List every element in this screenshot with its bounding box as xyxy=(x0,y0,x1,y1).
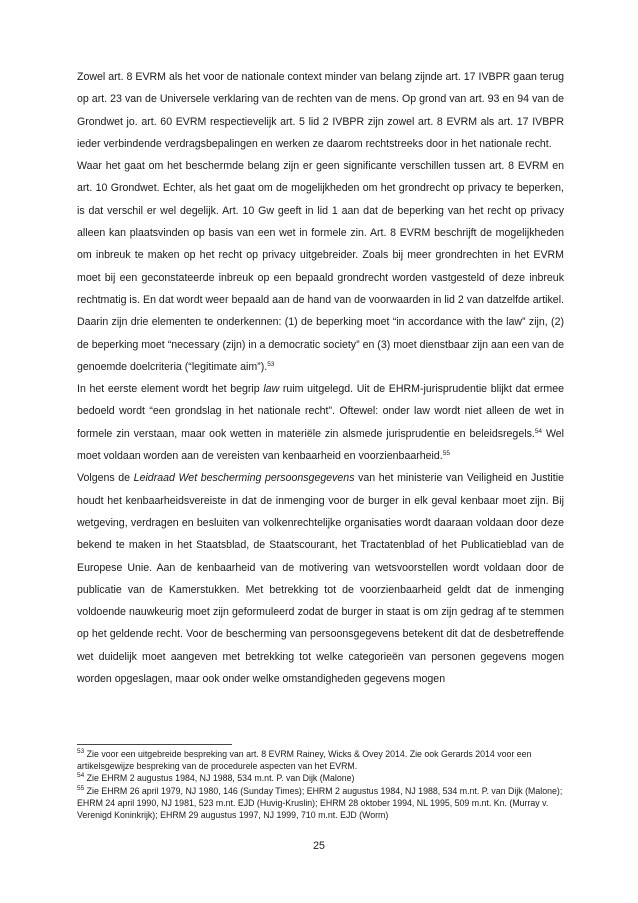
body-text xyxy=(77,66,564,690)
text-run: Zowel art. 8 EVRM als het voor de nationale context minder van belang zijnde art. 17 IVBPR gaan terug op art. 23 van de Universele verklaring van de rechten van de mens. Op grond van art. 93 en 94 van de Grondwet jo. art. 60 EVRM respectievelijk art. 5 lid 2 IVBPR zijn zowel art. 8 EVRM als art. 17 IVBPR ieder verbindende verdragsbepalingen en werken ze daarom rechtstreeks door in het nationale recht. xyxy=(77,71,564,150)
footnotes xyxy=(77,744,564,821)
footnote-reference: 54 xyxy=(534,427,543,435)
paragraph xyxy=(77,155,564,378)
italic-text: Leidraad Wet bescherming persoonsgegevens xyxy=(133,472,355,485)
text-run: ruim uitgelegd. Uit de EHRM-jurisprudentie blijkt dat ermee bedoeld wordt “een grondslag in het nationale recht”. Oftewel: onder law wordt niet alleen de wet in formele zin verstaan, maar ook wetten in materiële zin alsmede jurisprudentie en beleidsregels. xyxy=(77,383,564,440)
paragraph xyxy=(77,378,564,467)
footnote-reference: 55 xyxy=(442,450,450,458)
footnote-number: 54 xyxy=(77,772,85,780)
footnote-reference: 53 xyxy=(267,360,275,368)
text-run: Volgens de xyxy=(77,472,134,485)
text-run: van het ministerie van Veiligheid en Justitie houdt het kenbaarheidsvereiste in dat de inmenging voor de burger in elk geval kenbaar moet zijn. Bij wetgeving, verdragen en besluiten van volkenrechtelijke organisaties wordt daaraan voldaan door deze bekend te maken in het Staatsblad, de Staatscourant, het Tractatenblad of het Publicatieblad van de Europese Unie. Aan de kenbaarheid van de motivering van wetsvoorstellen wordt voldaan door de publicatie van de Kamerstukken. Met betrekking tot de voorzienbaarheid geldt dat de inmenging voldoende nauwkeurig moet zijn geformuleerd zodat de burger in staat is om zijn gedrag af te stemmen op het geldende recht. Voor de bescherming van persoonsgegevens betekent dit dat de desbetreffende wet duidelijk moet aangeven met betrekking tot welke categorieën van personen gegevens mogen worden opgeslagen, maar ook onder welke omstandigheden gegevens mogen xyxy=(77,472,564,686)
footnote-text: Zie EHRM 26 april 1979, NJ 1980, 146 (Sunday Times); EHRM 2 augustus 1984, NJ 1988, 534 m.nt. P. van Dijk (Malone); EHRM 24 april 1990, NJ 1981, 523 m.nt. EJD (Huvig-Kruslin); EHRM 28 oktober 1994, NL 1995, 509 m.nt. Kn. (Murray v. Verenigd Koninkrijk); EHRM 29 augustus 1997, NJ 1999, 710 m.nt. EJD (Worm) xyxy=(77,785,563,821)
footnote-number: 53 xyxy=(77,748,85,755)
footnote-number: 55 xyxy=(77,784,85,792)
text-run: In het eerste element wordt het begrip xyxy=(77,383,264,396)
footnote xyxy=(77,772,564,784)
footnote-text: Zie EHRM 2 augustus 1984, NJ 1988, 534 m.nt. P. van Dijk (Malone) xyxy=(84,773,355,784)
paragraph xyxy=(77,66,564,155)
text-run: Waar het gaat om het beschermde belang zijn er geen significante verschillen tussen art. 8 EVRM en art. 10 Grondwet. Echter, als het gaat om de mogelijkheden om het grondrecht op privacy te beperken, is dat verschil er wel degelijk. Art. 10 Gw geeft in lid 1 aan dat de beperking van het recht op privacy alleen kan plaatsvinden op basis van een wet in formele zin. Art. 8 EVRM beschrijft de mogelijkheden om inbreuk te maken op het recht op privacy uitgebreider. Zoals bij meer grondrechten in het EVRM moet bij een geconstateerde inbreuk op een bepaald grondrecht worden vastgesteld of deze inbreuk rechtmatig is. En dat wordt weer bepaald aan de hand van de voorwaarden in lid 2 van datzelfde artikel. Daarin zijn drie elementen te onderkennen: (1) de beperking moet “in accordance with the law” zijn, (2) de beperking moet “necessary (zijn) in a democratic society” en (3) moet dienstbaar zijn aan een van de genoemde doelcriteria (“legitimate aim”). xyxy=(77,160,564,373)
footnote-separator xyxy=(77,744,232,745)
page-number: 25 xyxy=(313,840,325,852)
text-run: Wel moet voldaan worden aan de vereisten van kenbaarheid en voorzienbaarheid. xyxy=(77,427,564,463)
footnote-text: Zie voor een uitgebreide bespreking van art. 8 EVRM Rainey, Wicks & Ovey 2014. Zie ook Gerards 2014 voor een artikelsgewijze bespreking van de procedurele aspecten van het EVRM. xyxy=(77,749,532,772)
italic-text: law xyxy=(263,383,280,396)
footnote xyxy=(77,748,564,772)
footnote xyxy=(77,785,564,822)
paragraph xyxy=(77,467,564,690)
